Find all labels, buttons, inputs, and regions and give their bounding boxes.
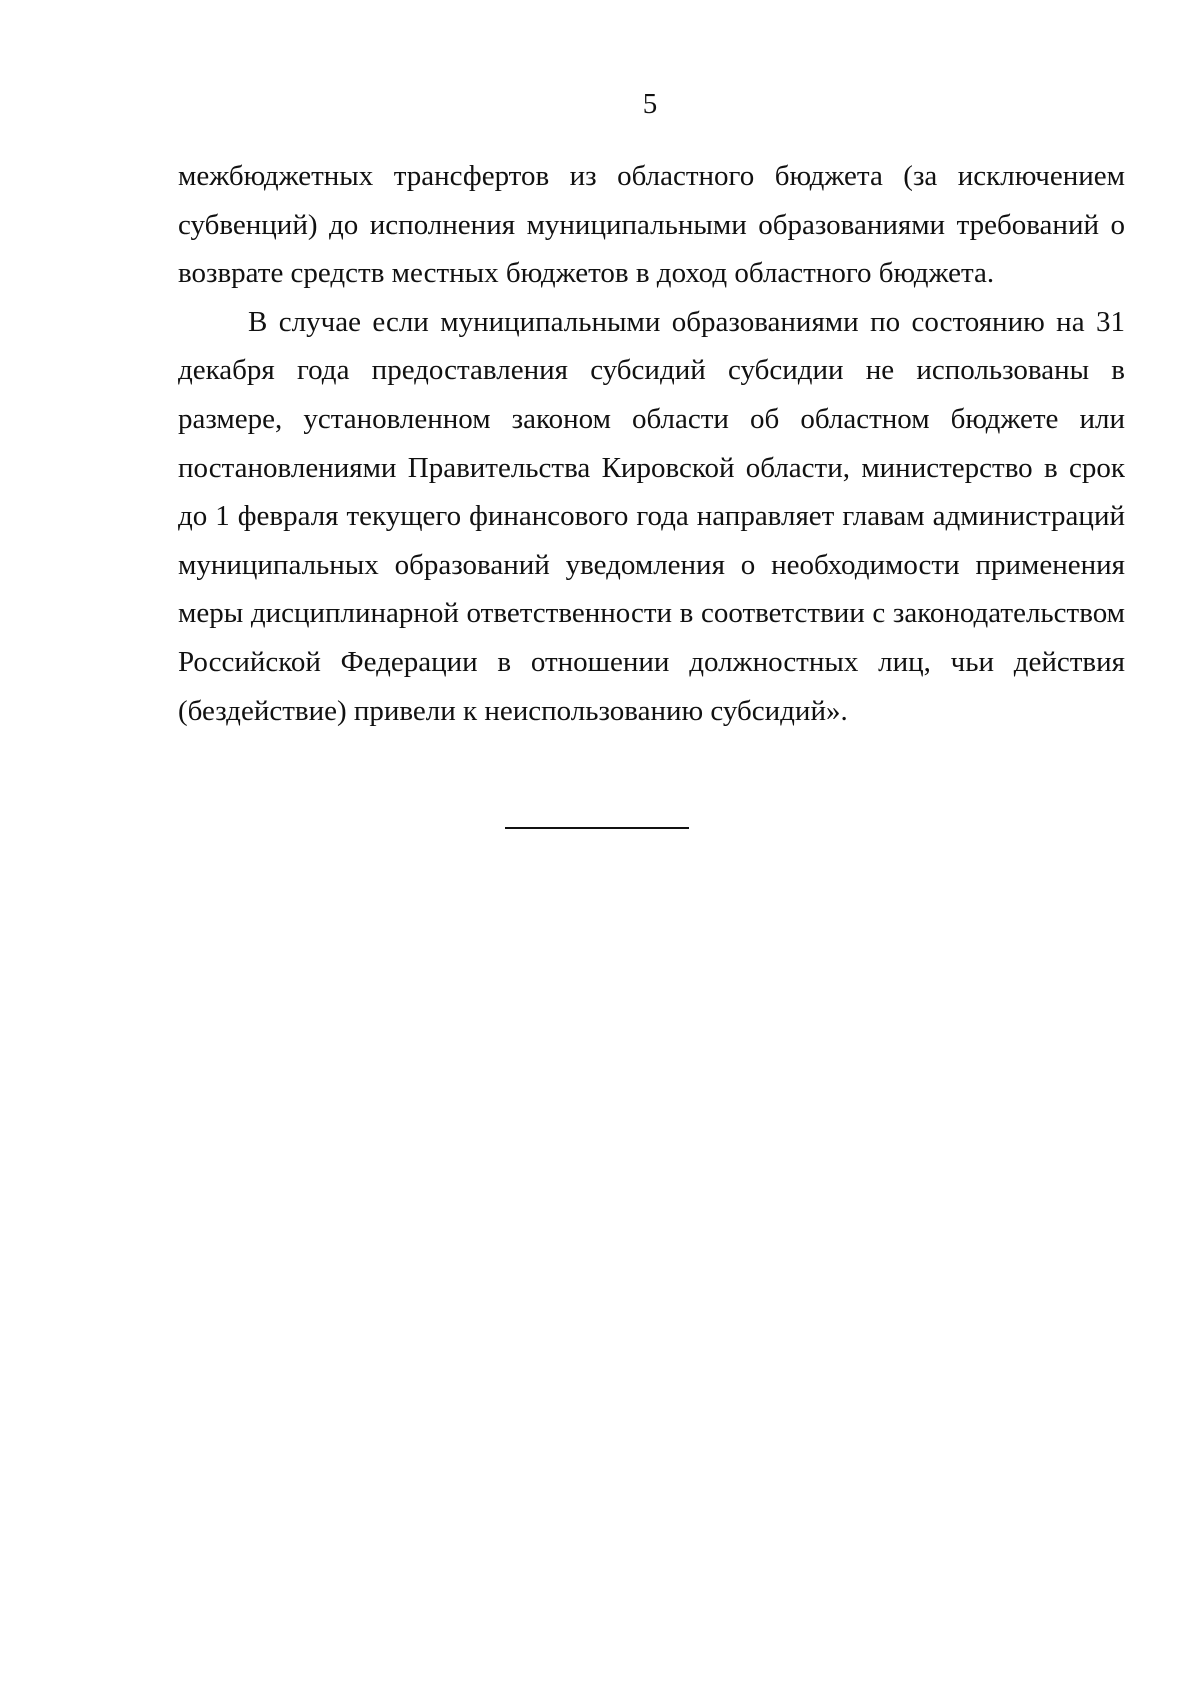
document-body: [178, 152, 1125, 735]
page-number: 5: [642, 88, 658, 120]
paragraph-continuation: межбюджетных трансфертов из областного бюджета (за исключением субвенций) до исполнения муниципальными образованиями требований о возврате средств местных бюджетов в доход областного бюджета.: [178, 160, 1125, 290]
end-of-text-rule: [505, 827, 689, 829]
paragraph-unused-subsidies: В случае если муниципальными образованиями по состоянию на 31 декабря года предоставления субсидий субсидии не использованы в размере, установленном законом области об областном бюджете или постановлениями Правительства Кировской области, министерство в срок до 1 февраля текущего финансового года направляет главам администраций муниципальных образований уведомления о необходимости применения меры дисциплинарной ответственности в соответствии с законодательством Российской Федерации в отношении должностных лиц, чьи действия (бездействие) привели к неиспользованию субсидий».: [178, 305, 1125, 727]
